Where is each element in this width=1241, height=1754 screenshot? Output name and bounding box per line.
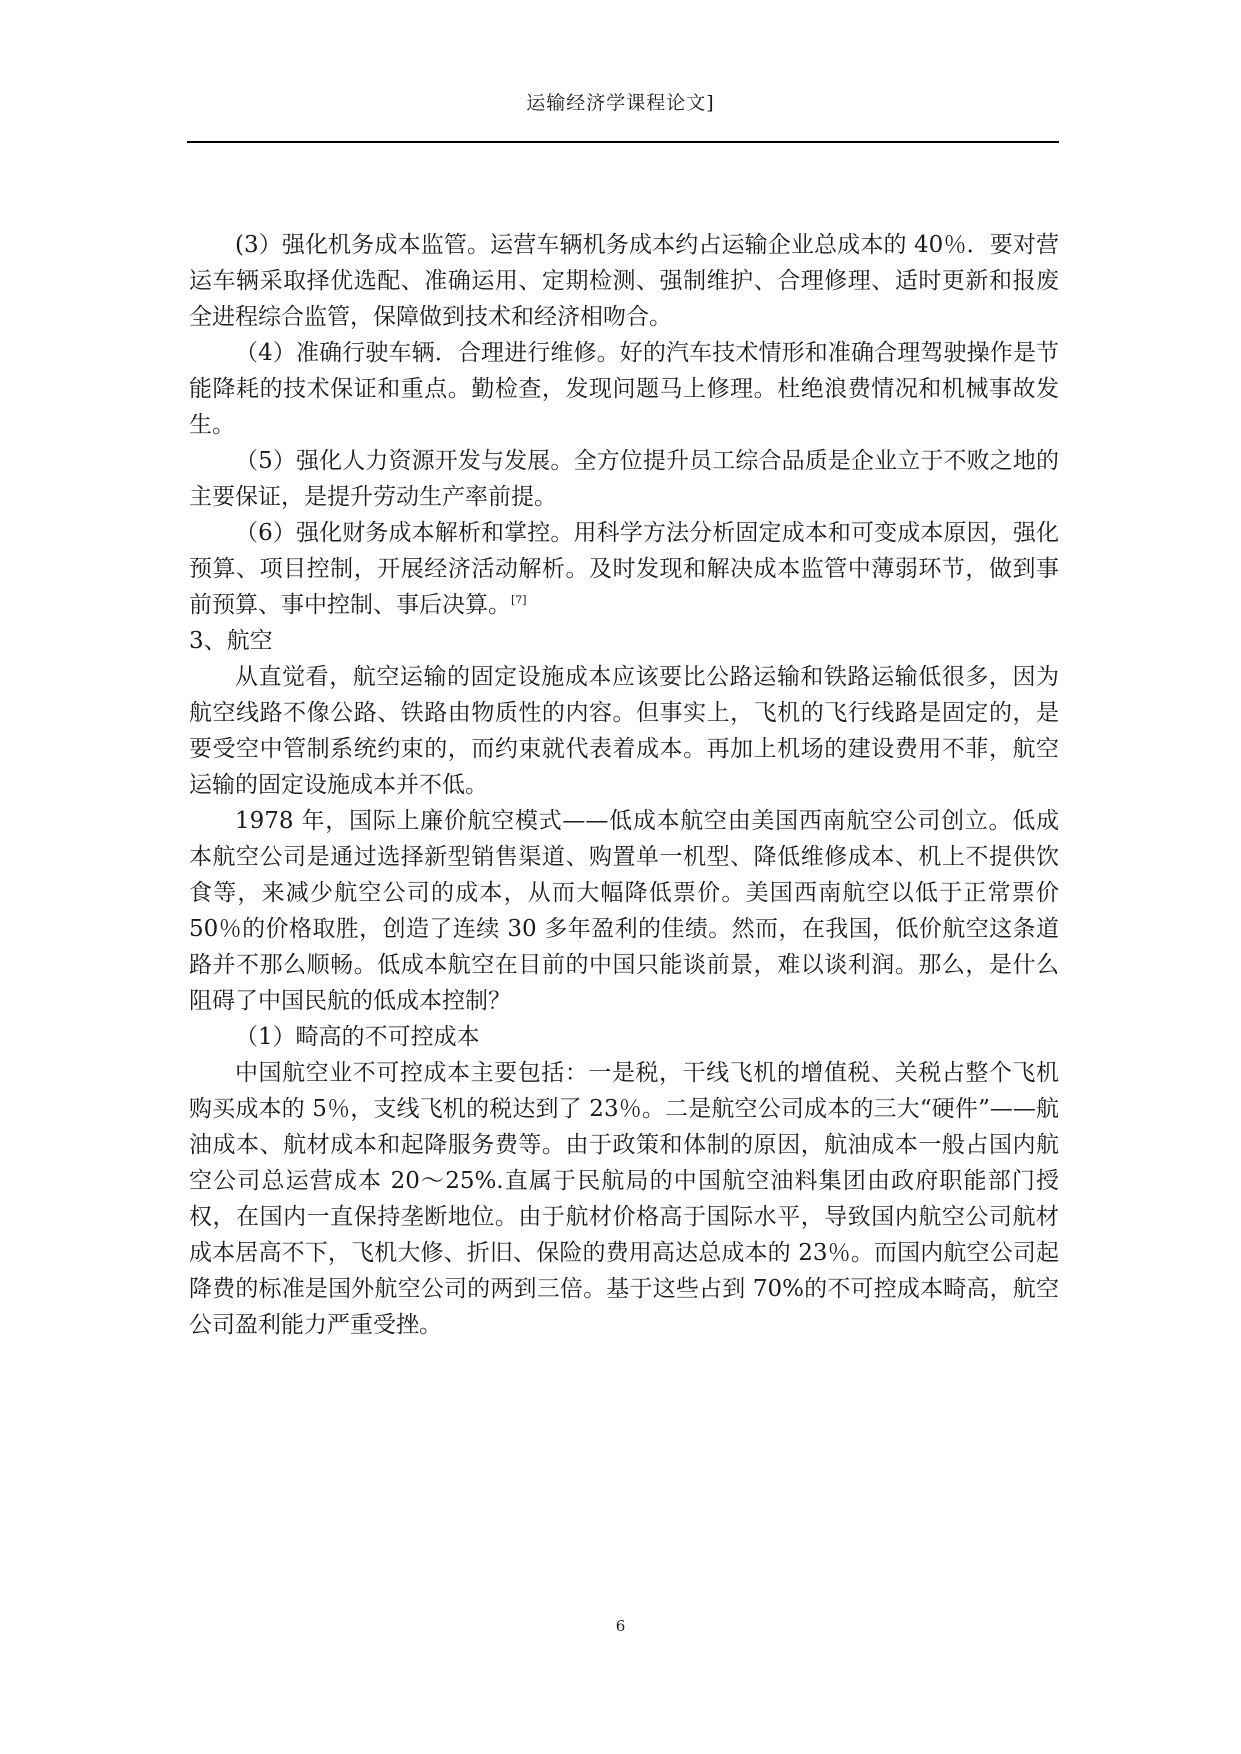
page-header: 运输经济学课程论文]: [526, 92, 715, 114]
citation-marker: [7]: [511, 593, 527, 607]
paragraph-item-6-text: （6）强化财务成本解析和掌控。用科学方法分析固定成本和可变成本原因，强化预算、项目控制，开展经济活动解析。及时发现和解决成本监管中薄弱环节，做到事前预算、事中控制、事后决算。: [189, 520, 1059, 618]
aviation-paragraph-uncontrollable-costs: 中国航空业不可控成本主要包括：一是税，干线飞机的增值税、关税占整个飞机购买成本的 5％，支线飞机的税达到了 23％。二是航空公司成本的三大“硬件”——航油成本、航材成本和起降服务费等。由于政策和体制的原因，航油成本一般占国内航空公司总运营成本 20～25%.直属于民航局的中国航空油料集团由政府职能部门授权，在国内一直保持垄断地位。由于航材价格高于国际水平，导致国内航空公司航材成本居高不下，飞机大修、折旧、保险的费用高达总成本的 23％。而国内航空公司起降费的标准是国外航空公司的两到三倍。基于这些占到 70%的不可控成本畸高，航空公司盈利能力严重受挫。: [189, 1060, 1059, 1338]
paragraph-item-5: （5）强化人力资源开发与发展。全方位提升员工综合品质是企业立于不败之地的主要保证，是提升劳动生产率前提。: [189, 448, 1059, 510]
header-divider: [187, 141, 1059, 143]
aviation-paragraph-low-cost: 1978 年，国际上廉价航空模式——低成本航空由美国西南航空公司创立。低成本航空公司是通过选择新型销售渠道、购置单一机型、降低维修成本、机上不提供饮食等，来减少航空公司的成本，从而大幅降低票价。美国西南航空以低于正常票价 50％的价格取胜，创造了连续 30 多年盈利的佳绩。然而，在我国，低价航空这条道路并不那么顺畅。低成本航空在目前的中国只能谈前景，难以谈利润。那么，是什么阻碍了中国民航的低成本控制？: [189, 808, 1059, 1014]
section-heading: 3、航空: [189, 628, 273, 654]
paragraph-item-6: [189, 515, 1059, 623]
paragraph-item-4: （4）准确行驶车辆．合理进行维修。好的汽车技术情形和准确合理驾驶操作是节能降耗的技术保证和重点。勤检查，发现问题马上修理。杜绝浪费情况和机械事故发生。: [189, 340, 1059, 438]
subsection-heading: （1）畸高的不可控成本: [235, 1024, 480, 1050]
page-number: 6: [615, 1617, 626, 1635]
document-body: [189, 227, 1059, 1343]
aviation-paragraph-intro: 从直觉看，航空运输的固定设施成本应该要比公路运输和铁路运输低很多，因为航空线路不像公路、铁路由物质性的内容。但事实上，飞机的飞行线路是固定的，是要受空中管制系统约束的，而约束就代表着成本。再加上机场的建设费用不菲，航空运输的固定设施成本并不低。: [189, 664, 1059, 798]
paragraph-item-3: (3）强化机务成本监管。运营车辆机务成本约占运输企业总成本的 40％．要对营运车辆采取择优选配、准确运用、定期检测、强制维护、合理修理、适时更新和报废全进程综合监管，保障做到技术和经济相吻合。: [189, 232, 1059, 330]
